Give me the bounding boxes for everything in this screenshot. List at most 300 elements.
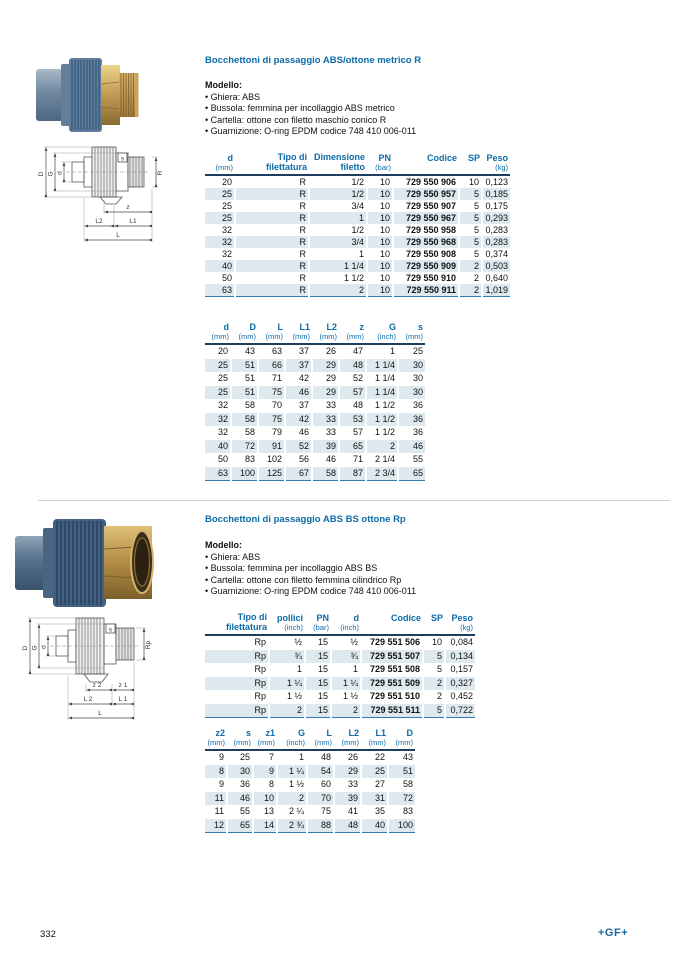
column-header: G (inch) (277, 728, 307, 750)
dimension-table (205, 322, 425, 481)
table-cell: 12 (205, 819, 227, 833)
table-cell: 63 (205, 284, 235, 297)
table-cell: 43 (231, 344, 258, 359)
table-cell: 50 (221, 273, 232, 283)
table-cell: 0,327 (445, 677, 475, 691)
product-photo-union-female (14, 512, 164, 617)
table-cell: 729 550 910 (393, 272, 459, 284)
dim-label-d: d (40, 645, 48, 649)
dim-label-R: R (157, 170, 164, 176)
table-cell: 15 (305, 704, 331, 718)
table-cell: 729 550 906 (393, 175, 459, 188)
table-cell: 25 (361, 765, 388, 779)
table-cell: 102 (258, 453, 285, 467)
table-cell: 125 (258, 467, 285, 481)
column-header: d (mm) (205, 152, 235, 175)
table-cell: 75 (258, 413, 285, 427)
table-cell: 1/2 (309, 175, 367, 188)
table-cell: 25 (205, 212, 235, 224)
table-cell: 1 1/2 (366, 413, 398, 427)
model-label: Modello: (205, 540, 242, 550)
table-cell: R (235, 212, 309, 224)
table-cell: 729 550 958 (393, 224, 459, 236)
table-cell: 729 551 510 (361, 690, 423, 704)
table-cell: 10 (367, 284, 393, 297)
table-cell: 29 (312, 359, 339, 373)
table-cell: 1 ½ (269, 690, 305, 704)
table-cell: 5 (423, 704, 445, 718)
table-row (205, 236, 510, 248)
table-cell: 0,374 (482, 248, 510, 260)
table-cell: 0,123 (482, 175, 510, 188)
table-cell: 1 ½ (331, 690, 361, 704)
column-header: SP (459, 152, 482, 175)
table-cell: 36 (398, 426, 425, 440)
table-cell: 52 (339, 372, 366, 386)
table-cell: 75 (258, 386, 285, 400)
table-cell: 2 (423, 677, 445, 691)
table-cell: 2 (309, 284, 367, 297)
table-cell: R (235, 175, 309, 188)
table-cell: 32 (217, 427, 228, 437)
bullet-list (205, 552, 625, 597)
table-cell: 729 550 911 (393, 284, 459, 297)
column-header: d (mm) (205, 322, 231, 344)
table-cell: 10 (367, 224, 393, 236)
table-cell: 15 (305, 677, 331, 691)
table-cell: 11 (214, 806, 224, 816)
dim-label-D: D (38, 171, 45, 177)
section-divider (38, 500, 670, 501)
table-cell: 25 (221, 201, 232, 211)
table-cell: 0,185 (482, 188, 510, 200)
column-header: Tipo di filettatura (205, 612, 269, 635)
table-cell: 0,640 (482, 272, 510, 284)
table-cell: 0,722 (445, 704, 475, 718)
table-cell: 46 (398, 440, 425, 454)
column-header: D (mm) (388, 728, 415, 750)
table-cell: 25 (217, 373, 228, 383)
table-cell: 14 (253, 819, 277, 833)
table-cell: 0,293 (482, 212, 510, 224)
table-cell: 2 (331, 704, 361, 718)
column-header: Codice (393, 152, 459, 175)
table-cell: 65 (398, 467, 425, 481)
table-cell: 42 (285, 413, 312, 427)
table-cell: 20 (217, 346, 228, 356)
bullet-item: • Guarnizione: O-ring EPDM codice 748 410 006-011 (205, 586, 625, 597)
dim-label-L: L (98, 710, 102, 717)
table-cell: R (235, 224, 309, 236)
table-cell: 60 (307, 778, 334, 792)
table-cell: 72 (231, 440, 258, 454)
table-cell: 63 (205, 467, 231, 481)
table-cell: 25 (205, 359, 231, 373)
table-cell: 37 (285, 344, 312, 359)
table-cell: 1 1/2 (366, 399, 398, 413)
table-row (205, 224, 510, 236)
table-cell: 11 (205, 792, 227, 806)
table-cell: 32 (221, 225, 232, 235)
table-cell: 0,283 (482, 236, 510, 248)
table-cell: 51 (388, 765, 415, 779)
table-cell: 0,134 (445, 650, 475, 664)
table-cell: 15 (305, 690, 331, 704)
table-cell: 46 (285, 386, 312, 400)
table-row (205, 805, 415, 819)
column-header: D (mm) (231, 322, 258, 344)
table-row (205, 704, 475, 718)
table-row (205, 386, 425, 400)
table-cell: 1 ¼ (277, 765, 307, 779)
table-cell: 66 (258, 359, 285, 373)
table-cell: 83 (231, 453, 258, 467)
table-cell: R (235, 260, 309, 272)
column-header: L (mm) (307, 728, 334, 750)
table-cell: 2 (459, 284, 482, 297)
table-row (205, 188, 510, 200)
table-cell: 13 (253, 805, 277, 819)
table-cell: 65 (339, 440, 366, 454)
table-row (205, 426, 425, 440)
column-header: d (inch) (331, 612, 361, 635)
table-cell: 10 (459, 175, 482, 188)
table-cell: 1 1/4 (309, 260, 367, 272)
column-header: z1 (mm) (253, 728, 277, 750)
table-cell: 37 (285, 399, 312, 413)
table-row (205, 453, 425, 467)
table-cell: 8 (205, 765, 227, 779)
table-row (205, 778, 415, 792)
table-cell: ¾ (269, 650, 305, 664)
table-cell: 36 (398, 413, 425, 427)
table-cell: R (235, 248, 309, 260)
table-cell: 5 (459, 212, 482, 224)
table-cell: 1 1/4 (366, 359, 398, 373)
bullet-item: • Cartella: ottone con filetto femmina cilindrico Rp (205, 575, 625, 586)
column-header: Codice (361, 612, 423, 635)
table-cell: 3/4 (309, 236, 367, 248)
table-cell: 33 (334, 778, 361, 792)
table-cell: 91 (258, 440, 285, 454)
table-cell: 0,503 (482, 260, 510, 272)
table-cell: 58 (231, 426, 258, 440)
product-photo-union-male (35, 54, 140, 141)
table-cell: 2 3/4 (366, 467, 398, 481)
table-cell: R (235, 188, 309, 200)
table-cell: 1/2 (309, 188, 367, 200)
table-cell: 63 (258, 344, 285, 359)
technical-drawing-male (26, 140, 188, 257)
bullet-item: • Ghiera: ABS (205, 92, 625, 103)
table-cell: R (235, 200, 309, 212)
table-cell: 1 (269, 663, 305, 677)
table-cell: 729 550 908 (393, 248, 459, 260)
table-cell: 7 (253, 750, 277, 765)
table-cell: 1 1/2 (309, 272, 367, 284)
table-cell: 5 (459, 236, 482, 248)
table-cell: 51 (231, 386, 258, 400)
table-cell: ¾ (331, 650, 361, 664)
table-row (205, 663, 475, 677)
table-cell: 9 (218, 752, 224, 762)
table-cell: 729 550 907 (393, 200, 459, 212)
table-row (205, 359, 425, 373)
table-cell: 10 (367, 188, 393, 200)
table-cell: 729 551 511 (361, 704, 423, 718)
order-table (205, 152, 510, 297)
table-cell: 15 (305, 650, 331, 664)
dim-label-s: s (108, 626, 113, 634)
table-cell: 65 (227, 819, 253, 833)
section-title: Bocchettoni di passaggio ABS BS ottone Rp (205, 514, 406, 525)
table-cell: 88 (307, 819, 334, 833)
table-cell: Rp (205, 704, 269, 718)
gf-logo: +GF+ (598, 927, 629, 939)
table-row (205, 212, 510, 224)
table-cell: 0,283 (482, 224, 510, 236)
table-cell: 32 (205, 236, 235, 248)
table-cell: 40 (205, 260, 235, 272)
table-row (205, 175, 510, 188)
dim-label-G: G (31, 645, 39, 651)
table-cell: 0,452 (445, 690, 475, 704)
table-cell: 1 1/2 (366, 426, 398, 440)
table-cell: 5 (459, 248, 482, 260)
table-cell: 55 (227, 805, 253, 819)
table-cell: 57 (339, 426, 366, 440)
table-cell: 46 (285, 426, 312, 440)
table-cell: 40 (361, 819, 388, 833)
table-cell: 43 (388, 750, 415, 765)
table-cell: 729 551 508 (361, 663, 423, 677)
table-cell: 2 (423, 690, 445, 704)
table-cell: Rp (205, 677, 269, 691)
table-cell: 37 (285, 359, 312, 373)
table-cell: 58 (388, 778, 415, 792)
table-cell: 54 (307, 765, 334, 779)
table-cell: 48 (339, 359, 366, 373)
dim-label-z1: z 1 (118, 682, 128, 689)
table-cell: 29 (312, 372, 339, 386)
column-header: L1 (mm) (285, 322, 312, 344)
table-cell: 729 550 967 (393, 212, 459, 224)
table-cell: 30 (398, 386, 425, 400)
column-header: Peso (kg) (445, 612, 475, 635)
table-row (205, 272, 510, 284)
table-cell: 9 (253, 765, 277, 779)
dim-label-Rp: Rp (145, 640, 152, 650)
table-cell: 33 (312, 399, 339, 413)
table-cell: 10 (367, 236, 393, 248)
table-cell: 1 ¼ (331, 677, 361, 691)
table-cell: 70 (307, 792, 334, 806)
table-cell: R (235, 236, 309, 248)
column-header: Tipo di filettatura (235, 152, 309, 175)
column-header: Dimensione filetto (309, 152, 367, 175)
table-cell: 40 (205, 440, 231, 454)
column-header: s (mm) (398, 322, 425, 344)
table-cell: 1 ½ (277, 778, 307, 792)
table-cell: 26 (312, 344, 339, 359)
table-row (205, 260, 510, 272)
table-cell: 51 (231, 372, 258, 386)
bullet-item: • Cartella: ottone con filetto maschio conico R (205, 115, 625, 126)
table-cell: 3/4 (309, 200, 367, 212)
dim-label-d: d (56, 171, 64, 175)
table-cell: 8 (253, 778, 277, 792)
table-cell: Rp (254, 637, 266, 647)
column-header: L2 (mm) (334, 728, 361, 750)
table-cell: 0,084 (445, 635, 475, 650)
table-cell: 10 (423, 635, 445, 650)
table-cell: 1 (309, 212, 367, 224)
table-row (205, 677, 475, 691)
table-cell: 56 (285, 453, 312, 467)
table-cell: 5 (459, 188, 482, 200)
table-cell: 51 (231, 359, 258, 373)
dim-label-z2: z 2 (92, 682, 102, 689)
order-table (205, 612, 475, 718)
table-cell: 42 (285, 372, 312, 386)
table-cell: 39 (312, 440, 339, 454)
table-cell: 32 (205, 413, 231, 427)
column-header: L (mm) (258, 322, 285, 344)
table-cell: 53 (339, 413, 366, 427)
table-cell: 0,157 (445, 663, 475, 677)
table-cell: 48 (307, 750, 334, 765)
table-cell: 33 (312, 426, 339, 440)
table-cell: 10 (367, 212, 393, 224)
table-cell: 10 (367, 175, 393, 188)
table-cell: 2 (366, 440, 398, 454)
bullet-item: • Bussola: femmina per incollaggio ABS metrico (205, 103, 625, 114)
table-cell: 87 (339, 467, 366, 481)
dim-label-L2: L2 (95, 218, 103, 225)
table-cell: 20 (221, 177, 232, 187)
table-cell: 70 (258, 399, 285, 413)
table-cell: 26 (334, 750, 361, 765)
table-cell: ½ (269, 635, 305, 650)
table-row (205, 467, 425, 481)
table-cell: 1/2 (309, 224, 367, 236)
column-header: s (mm) (227, 728, 253, 750)
table-cell: 32 (221, 249, 232, 259)
table-cell: 1 (309, 248, 367, 260)
table-cell: 25 (205, 386, 231, 400)
column-header: L1 (mm) (361, 728, 388, 750)
table-cell: 46 (312, 453, 339, 467)
table-cell: 729 550 957 (393, 188, 459, 200)
table-cell: 57 (339, 386, 366, 400)
table-cell: R (235, 272, 309, 284)
table-cell: 2 1/4 (366, 453, 398, 467)
table-cell: 5 (459, 224, 482, 236)
table-cell: 52 (285, 440, 312, 454)
column-header: SP (423, 612, 445, 635)
table-cell: 729 551 507 (361, 650, 423, 664)
table-cell: 1 (366, 344, 398, 359)
table-cell: 36 (398, 399, 425, 413)
table-cell: 729 550 909 (393, 260, 459, 272)
dim-label-L: L (116, 232, 120, 239)
bullet-item: • Ghiera: ABS (205, 552, 625, 563)
table-cell: 10 (367, 260, 393, 272)
table-cell: 58 (231, 399, 258, 413)
column-header: L2 (mm) (312, 322, 339, 344)
table-cell: 1 (277, 750, 307, 765)
table-row (205, 650, 475, 664)
table-cell: 71 (339, 453, 366, 467)
table-cell: 10 (367, 200, 393, 212)
table-cell: Rp (205, 650, 269, 664)
table-row (205, 819, 415, 833)
column-header: z2 (mm) (205, 728, 227, 750)
table-cell: 1 1/4 (366, 386, 398, 400)
dim-label-L1: L1 (129, 218, 137, 225)
table-row (205, 690, 475, 704)
table-cell: 25 (227, 750, 253, 765)
table-cell: 39 (334, 792, 361, 806)
table-cell: 2 ¾ (277, 819, 307, 833)
dim-label-D: D (22, 645, 29, 651)
dim-label-z: z (126, 204, 130, 211)
table-cell: 36 (227, 778, 253, 792)
table-cell: 29 (312, 386, 339, 400)
table-cell: 50 (217, 454, 228, 464)
table-cell: 1,019 (482, 284, 510, 297)
table-cell: 5 (423, 650, 445, 664)
table-cell: 72 (388, 792, 415, 806)
table-cell: 67 (285, 467, 312, 481)
table-cell: 29 (334, 765, 361, 779)
table-cell: 1 (331, 663, 361, 677)
table-cell: 55 (398, 453, 425, 467)
table-cell: 2 (459, 272, 482, 284)
table-cell: 79 (258, 426, 285, 440)
table-cell: 71 (258, 372, 285, 386)
dimension-table (205, 728, 415, 833)
table-cell: 25 (398, 344, 425, 359)
table-cell: 729 551 506 (361, 635, 423, 650)
table-row (205, 792, 415, 806)
table-cell: 25 (205, 188, 235, 200)
column-header: z (mm) (339, 322, 366, 344)
table-cell: 27 (361, 778, 388, 792)
table-row (205, 372, 425, 386)
table-cell: 0,175 (482, 200, 510, 212)
table-cell: 83 (388, 805, 415, 819)
table-cell: 1 1/4 (366, 372, 398, 386)
technical-drawing-female (12, 610, 184, 733)
table-cell: 30 (398, 372, 425, 386)
dim-label-s: s (120, 155, 125, 163)
table-cell: 47 (339, 344, 366, 359)
table-cell: 58 (231, 413, 258, 427)
table-cell: 729 550 968 (393, 236, 459, 248)
table-cell: 10 (367, 272, 393, 284)
table-cell: 5 (459, 200, 482, 212)
table-row (205, 399, 425, 413)
table-cell: 100 (388, 819, 415, 833)
page-number: 332 (40, 929, 56, 940)
table-cell: 1 ¼ (269, 677, 305, 691)
table-cell: Rp (254, 691, 266, 701)
bullet-list (205, 92, 625, 137)
model-label: Modello: (205, 80, 242, 90)
table-cell: 30 (227, 765, 253, 779)
dim-label-G: G (47, 171, 55, 177)
